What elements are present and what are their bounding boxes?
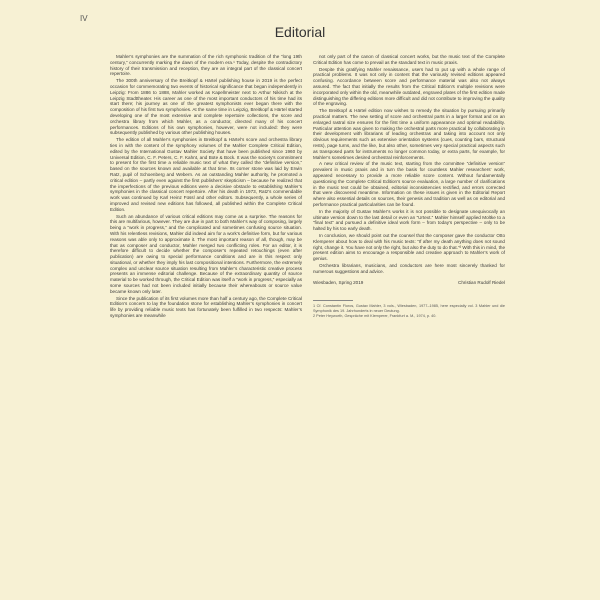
paragraph: Such an abundance of various critical editions may come as a surprise. The reasons for this are multifarious, however. They are due in part to both Mahler’s way of composing, largely being a “work in progress,” and the complicated and sometimes confusing source situation. With his relentless revisions, Mahler did indeed aim for a work’s definitive form, but for various reasons was able only to approximate it. The most important reason of all, though, may be that as composer and conductor, Mahler merged two conflicting roles. For an editor, it is therefore difficult to decide whether the composer’s repeated retouchings (even after publication) are owing to special performance conditions and are in this respect only situational, or whether they imply his last compositional intentions. Furthermore, the extremely complex and unclear source situation resulting from Mahler’s characteristic creative process presents an immense editorial challenge. Because of the extraordinary quantity of source material to be worked through, the Critical Edition was itself a “work in progress,” especially as some sources had not been included initially because their whereabouts or source value became known only later. — [110, 213, 302, 294]
paragraph: The Breitkopf & Härtel edition now wishes to remedy the situation by pursuing primarily practical matters. The new setting of score and orchestral parts in a larger format and on an enlarged rastral size ensures for the first time a uniform appearance and optimal readability. Particular attention was given to making the orchestral parts more practical by collaborating in their development with librarians of leading orchestras and taking into account not only obvious requirements such as extensive orientation systems (cues, counting bars, structural rests), page turns, and the like, but also other, sometimes very special practical aspects such as transposed parts for instruments no longer common today, or extra parts, for example, for Mahler’s sometimes desired orchestral reinforcements. — [313, 108, 505, 160]
page-number: IV — [80, 14, 88, 23]
paragraph: not only part of the canon of classical concert works, but the music text of the Complete Critical Edition has come to prevail as the standard text in music praxis. — [313, 54, 505, 65]
paragraph: A new critical review of the music text, starting from the committee “definitive version” prevalent in music praxis and in turn the basis for countless Mahler researchers’ work, appeared necessary to provide a more reliable score content. Without fundamentally questioning the Complete Critical Edition’s source evaluation, a large number of clarifications in the music text could be obtained, editorial inconsistencies rectified, and errors corrected that were discovered meantime. Information on these issues is given in the Editorial Report where also essential details on sources, their genesis and tradition as well as on editorial and performance practical particularities can be found. — [313, 161, 505, 207]
paragraph: Orchestra librarians, musicians, and conductors are here most sincerely thanked for numerous suggestions and advice. — [313, 262, 505, 274]
left-column — [110, 54, 302, 319]
place-date: Wiesbaden, Spring 2019 — [313, 280, 364, 286]
paragraph: In conclusion, we should point out the counsel that the composer gave the conductor Otto Klemperer about how to deal with his music texts: “If after my death anything does not sound right, change it. You have not only the right, but also the duty to do that.”² With this in mind, the present edition aims to encourage a responsible and creative approach to Mahler’s work of genius. — [313, 232, 505, 262]
right-column — [313, 54, 505, 319]
paragraph: In the majority of Gustav Mahler’s works it is not possible to designate unequivocally an ultimate version down to the last detail or even an “Urtext.” Mahler himself applied Moltke to a “final text” and pursued a definitive ideal work form – from today’s perspective – only to be halted by his too early death. — [313, 208, 505, 232]
paragraph: The edition of all Mahler’s symphonies in Breitkopf & Härtel’s score and orchestra library ties in with the content of the symphony volumes of the Mahler Complete Critical Edition, edited by the International Gustav Mahler Society that have been published since 1960 by Universal Edition, C. F. Peters, C. F. Kahnt, and Bote & Bock. It was the society’s commitment to present for the first time a reliable music text of what they called the “definitive version,” based on the sources known and available at that time. Its corner stone was laid by Erwin Ratz, pupil of Schoenberg and Webern. As an outstanding Mahler authority, he promoted a critical edition – partly even against the first publishers’ skepticism – because he realized that the imperfections of the previous editions were a decisive obstacle to establishing Mahler’s symphonies in the classical concert repertoire. After his death in 1973, Ratz’s commendable work was continued by Karl Heinz Füssl and other editors. Subsequently, a whole series of improved and revised new editions has followed, all published within the Complete Critical Edition. — [110, 137, 302, 212]
paragraph: Mahler’s symphonies are the summation of the rich symphonic tradition of the “long 19th century,” concurrently marking the dawn of the modern era.¹ Today, despite the contradictory history of their transmission and reception, they are an integral part of the classical concert repertoire. — [110, 54, 302, 77]
paragraph: The 300th anniversary of the Breitkopf & Härtel publishing house in 2019 is the perfect occasion for commemorating two events of historical significance that began independently in Leipzig: From 1886 to 1888, Mahler worked as Kapellmeister next to Arthur Nikisch at the Leipzig Stadttheater. His career as one of the most important conductors of his time had its start there; his journey as one of the greatest symphonists ever began there with the composition of his first two symphonies. At the same time in Leipzig, Breitkopf & Härtel started developing one of the most extensive and complete repertoire collections, the score and orchestra library from which Mahler, as a conductor, directed many of his concert performances. Editions of his own symphonies, however, were not included: they were subsequently published by various other publishing houses. — [110, 78, 302, 136]
paragraph: Since the publication of its first volumes more than half a century ago, the Complete Critical Edition’s concern to lay the foundation stone for establishing Mahler’s symphonies in concert life by providing reliable music texts has fortunately been fulfilled in two respects: Mahler’s symphonies are meanwhile — [110, 295, 302, 319]
signature-line — [313, 280, 505, 286]
footnote: 2 Peter Heyworth, Gespräche mit Klemperer, Frankfurt a. M., 1974, p. 40. — [313, 314, 437, 319]
footnote-divider — [313, 300, 353, 301]
page-title: Editorial — [274, 24, 326, 40]
footnote: 1 Cf. Constantin Floros, Gustav Mahler, 3 vols., Wiesbaden, 1977–1985, here especially vol. 3 Mahler und die Symphonik des 19. Jahrhunderts in neuer Deutung. — [313, 304, 505, 314]
author-name: Christian Rudolf Riedel — [458, 280, 505, 286]
paragraph: Despite this gratifying Mahler renaissance, users had to put up with a whole range of practical problems. It was not only in content that the variously revised editions appeared confusing. Accordance between score and performance material was also not always assured. The fact that initially the results from the Critical Edition’s multiple revisions were incorporated only within the old, meanwhile outdated, engraved plates of the first edition made distinguishing the differing editions more difficult and did not contribute to improving the quality of the engraving. — [313, 66, 505, 107]
